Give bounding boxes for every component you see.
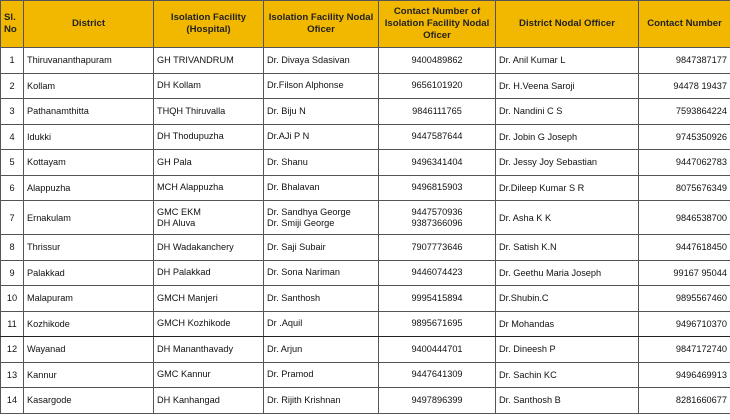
cell-district-nodal-officer: Dr. Satish K.N [496,235,639,261]
cell-sl-no: 1 [1,48,24,74]
cell-facility [154,124,264,150]
cell-nodal-officer-contact-line: 7907773646 [411,241,463,252]
cell-sl-no: 5 [1,150,24,176]
cell-nodal-officer [264,124,379,150]
cell-nodal-officer [264,73,379,99]
cell-contact-number: 8281660677 [639,388,730,414]
cell-district: Malapuram [24,286,154,312]
cell-facility [154,286,264,312]
cell-sl-no: 7 [1,201,24,235]
cell-nodal-officer [264,362,379,388]
cell-nodal-officer-contact-line: 9656101920 [411,80,463,91]
cell-nodal-officer-contact [379,201,496,235]
cell-facility-line: GMC EKM [157,206,201,217]
cell-nodal-officer-line: Dr. Sandhya George [267,206,351,217]
cell-facility [154,260,264,286]
cell-facility-line: DH Kollam [157,80,201,91]
cell-sl-no: 2 [1,73,24,99]
table-row [1,311,730,337]
cell-nodal-officer-contact-line: 9447570936 [411,206,463,217]
cell-facility-line: THQH Thiruvalla [157,105,226,116]
table-row [1,337,730,363]
cell-nodal-officer-contact-line: 9400444701 [411,343,463,354]
header-district: District [24,1,154,48]
cell-facility-line: DH Wadakanchery [157,241,234,252]
cell-nodal-officer-contact [379,362,496,388]
cell-district: Pathanamthitta [24,99,154,125]
table-header-row [1,1,730,48]
cell-nodal-officer-contact-line: 9447641309 [411,369,463,380]
cell-district-nodal-officer: Dr. Nandini C S [496,99,639,125]
cell-nodal-officer-line: Dr. Arjun [267,343,303,354]
cell-nodal-officer-line: Dr. Saji Subair [267,241,326,252]
cell-district: Wayanad [24,337,154,363]
cell-district-nodal-officer: Dr.Shubin.C [496,286,639,312]
table-body [1,48,730,414]
cell-district: Ernakulam [24,201,154,235]
table-row [1,388,730,414]
cell-contact-number: 9447618450 [639,235,730,261]
header-isolation-facility: Isolation Facility (Hospital) [154,1,264,48]
header-nodal-officer: Isolation Facility Nodal Oficer [264,1,379,48]
table-row [1,286,730,312]
cell-nodal-officer-contact-line: 9400489862 [411,54,463,65]
cell-facility [154,388,264,414]
cell-nodal-officer-line: Dr .Aquil [267,318,303,329]
cell-district: Idukki [24,124,154,150]
cell-contact-number: 99167 95044 [639,260,730,286]
cell-facility-line: DH Thodupuzha [157,131,224,142]
cell-nodal-officer-contact-line: 9496341404 [411,156,463,167]
table-row [1,48,730,74]
cell-facility-line: GH Pala [157,156,192,167]
cell-nodal-officer-contact [379,235,496,261]
cell-nodal-officer [264,286,379,312]
cell-district: Palakkad [24,260,154,286]
cell-facility-line: GMC Kannur [157,369,211,380]
cell-nodal-officer-line: Dr. Smiji George [267,217,335,228]
cell-sl-no: 14 [1,388,24,414]
cell-nodal-officer [264,201,379,235]
cell-nodal-officer-contact [379,48,496,74]
cell-district-nodal-officer: Dr. H.Veena Saroji [496,73,639,99]
cell-nodal-officer-contact-line: 9497896399 [411,394,463,405]
cell-district: Kasargode [24,388,154,414]
cell-nodal-officer-line: Dr. Bhalavan [267,182,320,193]
cell-sl-no: 11 [1,311,24,337]
cell-facility-line: GMCH Manjeri [157,292,218,303]
cell-nodal-officer-line: Dr. Shanu [267,156,308,167]
table-row [1,99,730,125]
cell-facility-line: GMCH Kozhikode [157,318,231,329]
cell-sl-no: 13 [1,362,24,388]
table-row [1,73,730,99]
cell-district: Kottayam [24,150,154,176]
cell-sl-no: 3 [1,99,24,125]
cell-nodal-officer-contact-line: 9387366096 [411,217,463,228]
cell-district-nodal-officer: Dr. Geethu Maria Joseph [496,260,639,286]
cell-district-nodal-officer: Dr. Jessy Joy Sebastian [496,150,639,176]
cell-nodal-officer [264,260,379,286]
cell-sl-no: 9 [1,260,24,286]
cell-nodal-officer [264,235,379,261]
cell-contact-number: 9745350926 [639,124,730,150]
cell-nodal-officer [264,150,379,176]
cell-contact-number: 9847387177 [639,48,730,74]
cell-facility [154,175,264,201]
cell-district: Kollam [24,73,154,99]
cell-district: Kannur [24,362,154,388]
cell-contact-number: 9496469913 [639,362,730,388]
header-sl-no: Sl. No [1,1,24,48]
cell-facility [154,337,264,363]
cell-nodal-officer-contact [379,388,496,414]
table-row [1,150,730,176]
cell-district-nodal-officer: Dr. Jobin G Joseph [496,124,639,150]
cell-nodal-officer-contact [379,150,496,176]
cell-nodal-officer-line: Dr.Filson Alphonse [267,80,344,91]
cell-contact-number: 9895567460 [639,286,730,312]
cell-district-nodal-officer: Dr. Santhosh B [496,388,639,414]
cell-facility [154,311,264,337]
cell-sl-no: 6 [1,175,24,201]
cell-district-nodal-officer: Dr.Dileep Kumar S R [496,175,639,201]
cell-nodal-officer-contact [379,311,496,337]
cell-district-nodal-officer: Dr. Asha K K [496,201,639,235]
cell-district: Alappuzha [24,175,154,201]
cell-facility-line: MCH Alappuzha [157,182,224,193]
cell-nodal-officer [264,388,379,414]
header-contact-number: Contact Number [639,1,730,48]
cell-district-nodal-officer: Dr. Sachin KC [496,362,639,388]
cell-facility-line: GH TRIVANDRUM [157,54,234,65]
cell-district-nodal-officer: Dr. Dineesh P [496,337,639,363]
cell-sl-no: 10 [1,286,24,312]
cell-nodal-officer-contact-line: 9496815903 [411,182,463,193]
table-row [1,362,730,388]
cell-district: Thrissur [24,235,154,261]
cell-nodal-officer-contact-line: 9846111765 [412,105,462,116]
cell-facility [154,99,264,125]
table-row [1,260,730,286]
cell-contact-number: 9847172740 [639,337,730,363]
cell-nodal-officer-line: Dr. Pramod [267,369,314,380]
cell-facility-line: DH Aluva [157,217,196,228]
cell-nodal-officer-contact [379,260,496,286]
cell-nodal-officer [264,175,379,201]
cell-district: Kozhikode [24,311,154,337]
cell-facility [154,362,264,388]
cell-facility-line: DH Palakkad [157,267,211,278]
cell-district-nodal-officer: Dr Mohandas [496,311,639,337]
table-row [1,235,730,261]
cell-nodal-officer [264,337,379,363]
cell-facility-line: DH Mananthavady [157,343,234,354]
cell-nodal-officer-contact-line: 9447587644 [411,131,463,142]
table-row [1,175,730,201]
cell-nodal-officer-line: Dr. Santhosh [267,292,321,303]
cell-district: Thiruvananthapuram [24,48,154,74]
cell-contact-number: 94478 19437 [639,73,730,99]
cell-contact-number: 9496710370 [639,311,730,337]
cell-nodal-officer-contact-line: 9995415894 [411,292,463,303]
cell-nodal-officer-contact [379,337,496,363]
cell-sl-no: 12 [1,337,24,363]
cell-facility [154,150,264,176]
cell-contact-number: 7593864224 [639,99,730,125]
cell-nodal-officer [264,99,379,125]
cell-nodal-officer-contact-line: 9446074423 [411,267,463,278]
cell-contact-number: 9447062783 [639,150,730,176]
cell-contact-number: 9846538700 [639,201,730,235]
cell-nodal-officer-line: Dr. Sona Nariman [267,267,341,278]
cell-sl-no: 8 [1,235,24,261]
cell-nodal-officer [264,48,379,74]
header-nodal-officer-contact: Contact Number of Isolation Facility Nodal Oficer [379,1,496,48]
cell-facility [154,73,264,99]
cell-nodal-officer-contact [379,73,496,99]
cell-nodal-officer-contact [379,286,496,312]
header-district-nodal-officer: District Nodal Officer [496,1,639,48]
cell-nodal-officer-contact [379,175,496,201]
cell-facility [154,48,264,74]
cell-nodal-officer-contact [379,124,496,150]
cell-district-nodal-officer: Dr. Anil Kumar L [496,48,639,74]
cell-nodal-officer-contact [379,99,496,125]
cell-contact-number: 8075676349 [639,175,730,201]
table-row [1,201,730,235]
cell-facility [154,235,264,261]
cell-nodal-officer [264,311,379,337]
cell-nodal-officer-line: Dr.AJi P N [267,131,310,142]
cell-sl-no: 4 [1,124,24,150]
table-row [1,124,730,150]
cell-facility-line: DH Kanhangad [157,394,220,405]
cell-nodal-officer-line: Dr. Biju N [267,105,306,116]
cell-nodal-officer-line: Dr. Divaya Sdasivan [267,54,350,65]
cell-nodal-officer-contact-line: 9895671695 [411,318,463,329]
cell-nodal-officer-line: Dr. Rijith Krishnan [267,394,341,405]
cell-facility [154,201,264,235]
